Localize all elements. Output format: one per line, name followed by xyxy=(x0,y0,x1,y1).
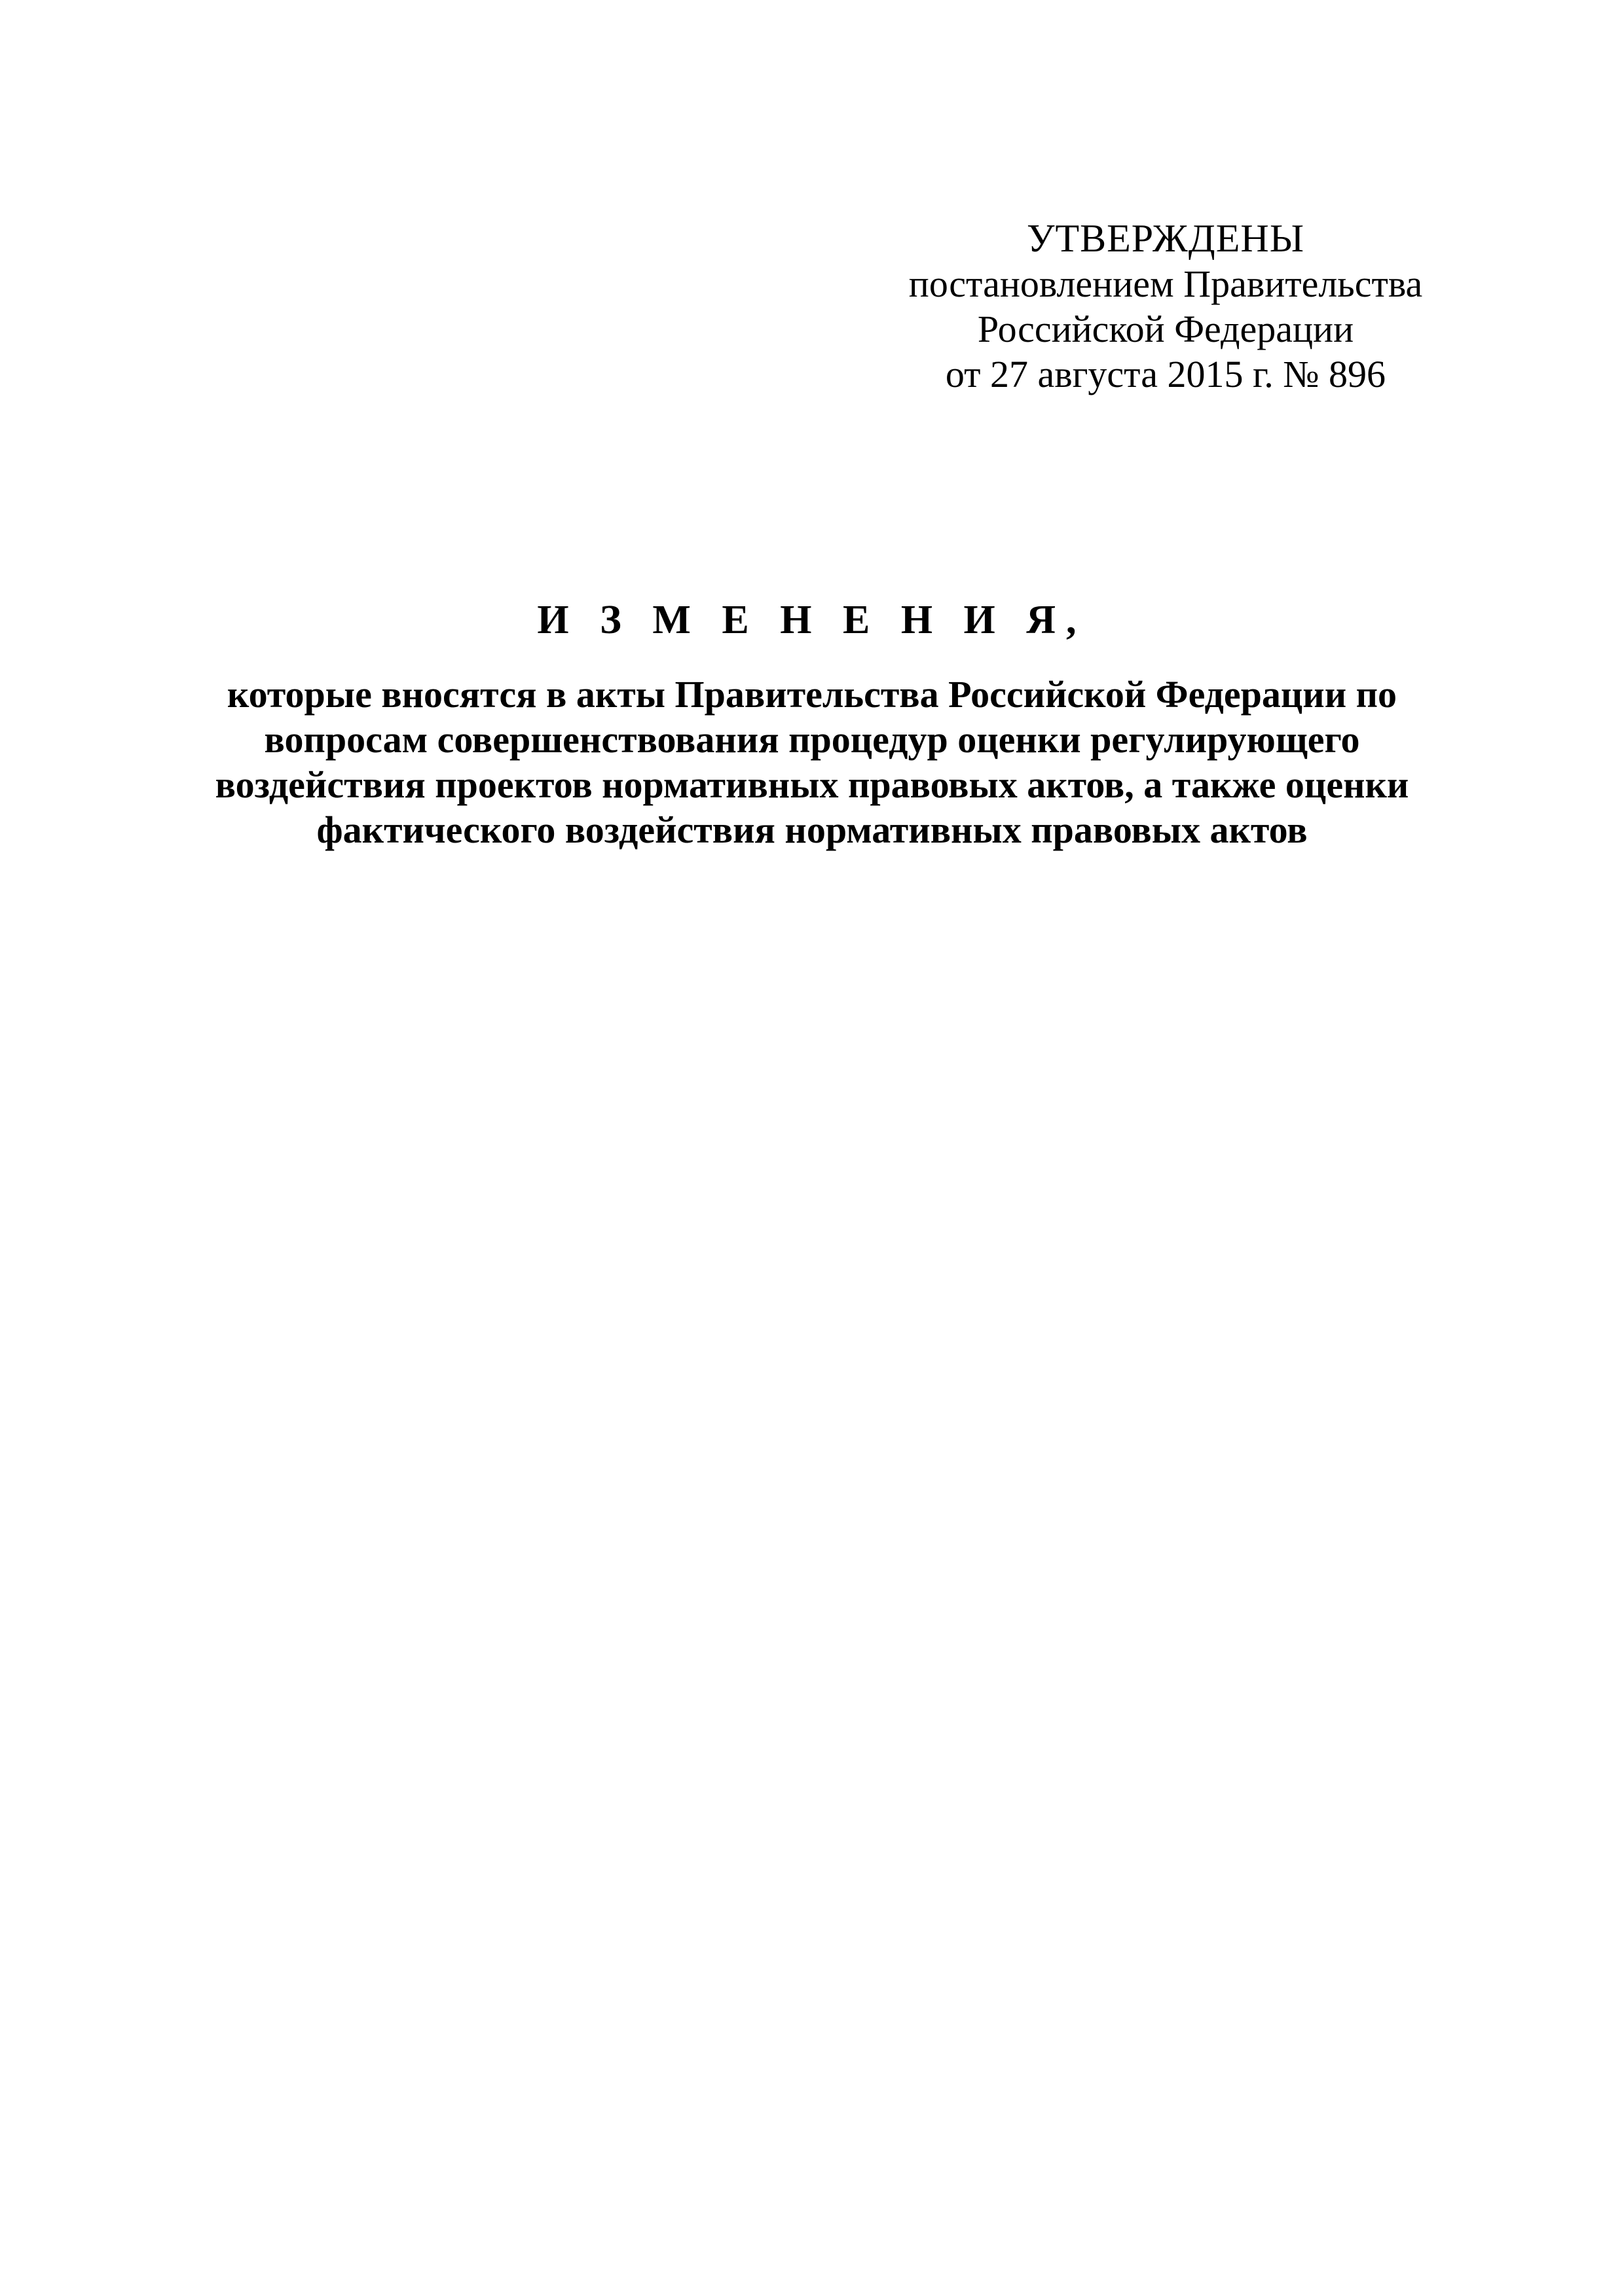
approval-line-1: постановлением Правительства xyxy=(908,263,1423,305)
subtitle-line: вопросам совершенствования процедур оценки регулирующего xyxy=(264,718,1360,761)
subtitle-line: которые вносятся в акты Правительства Российской Федерации по xyxy=(227,673,1397,716)
approved-label: УТВЕРЖДЕНЫ xyxy=(1026,217,1305,260)
approval-stamp-block xyxy=(838,216,1493,397)
subtitle-line: фактического воздействия нормативных правовых актов xyxy=(316,809,1308,851)
document-title: И З М Е Н Е Н И Я, xyxy=(537,598,1087,642)
subtitle-line: воздействия проектов нормативных правовых актов, а также оценки xyxy=(215,763,1409,806)
document-subtitle xyxy=(118,672,1506,852)
document-heading xyxy=(118,594,1506,852)
approval-line-2: Российской Федерации xyxy=(977,308,1354,350)
approval-line-3: от 27 августа 2015 г. № 896 xyxy=(945,353,1386,395)
